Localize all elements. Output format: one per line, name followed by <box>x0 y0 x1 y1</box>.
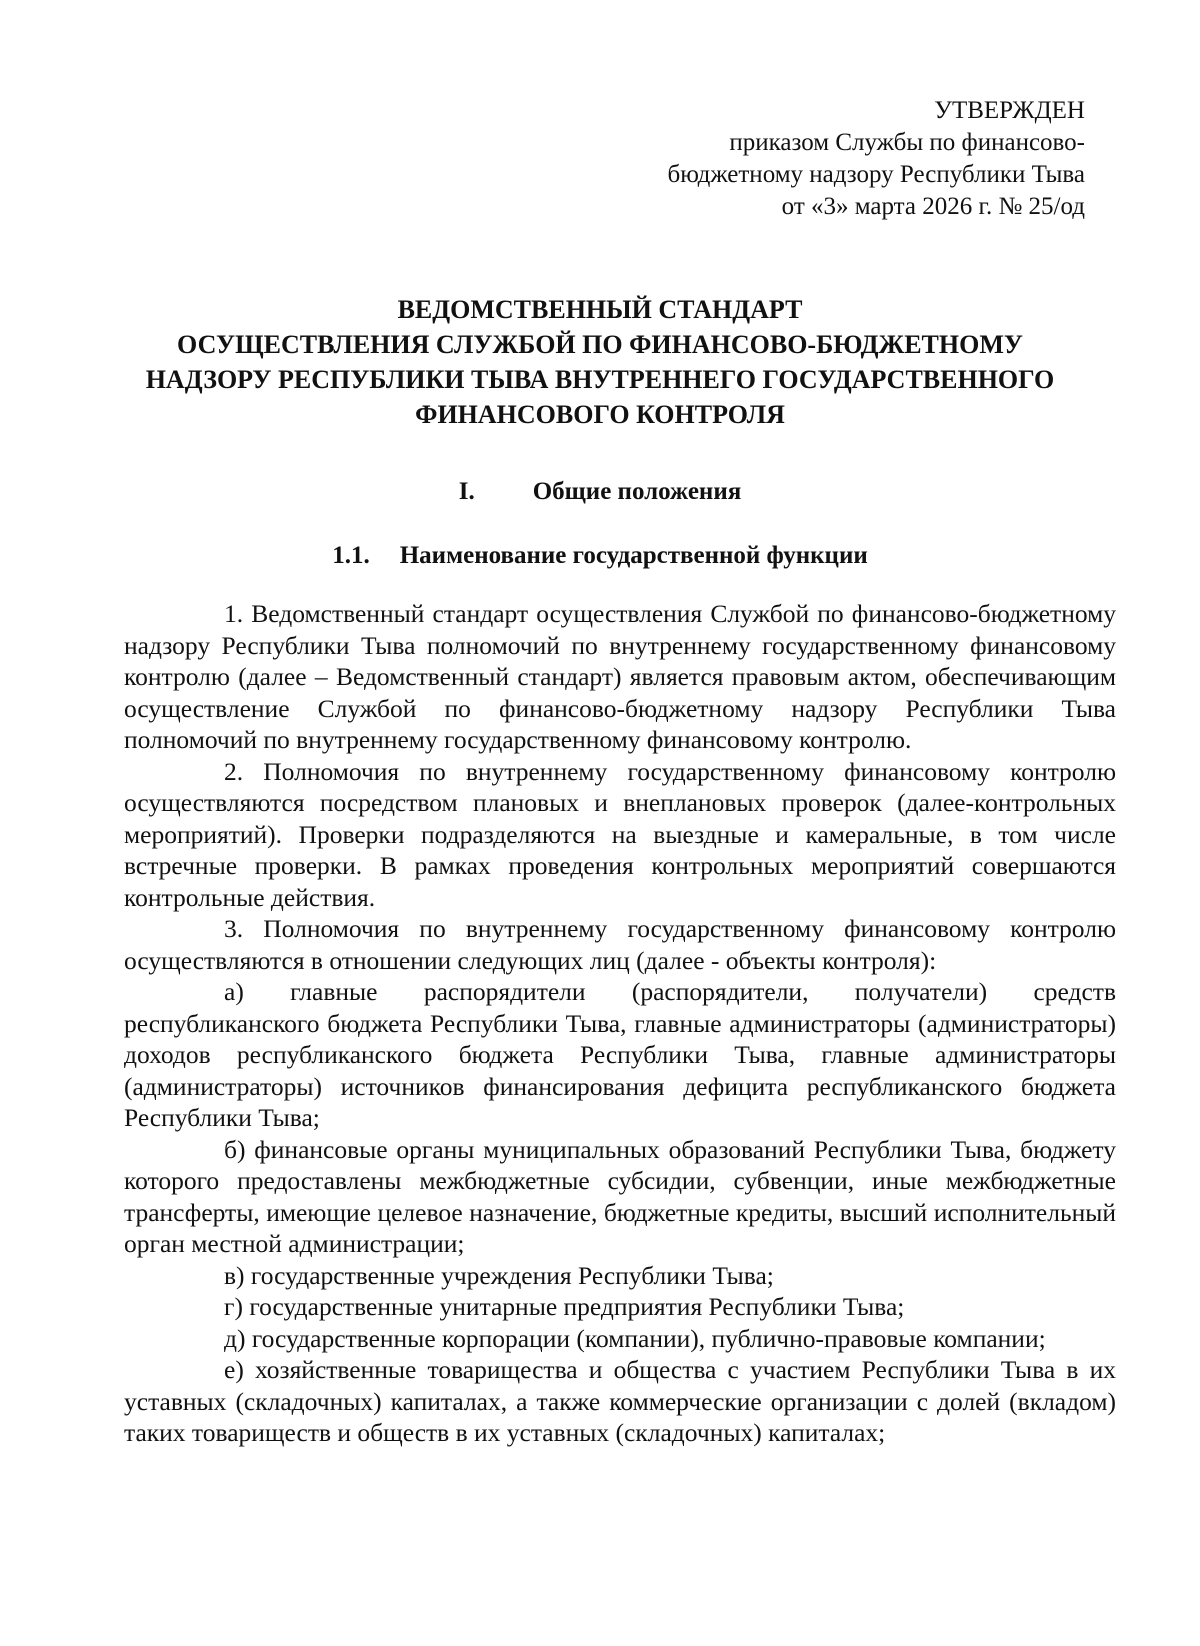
list-item: б) финансовые органы муниципальных образований Республики Тыва, бюджету которого предоставлены межбюджетные субсидии, субвенции, иные межбюджетные трансферты, имеющие целевое назначение, бюджетные кредиты, высший исполнительный орган местной администрации; <box>124 1134 1116 1258</box>
approval-title: УТВЕРЖДЕН <box>934 97 1085 124</box>
document-title <box>0 292 1200 432</box>
subsection-heading <box>0 540 1200 572</box>
section-title: Общие положения <box>532 478 742 505</box>
title-line: ВЕДОМСТВЕННЫЙ СТАНДАРТ <box>397 295 803 324</box>
paragraph: 2. Полномочия по внутреннему государственному финансовому контролю осуществляются посредством плановых и внеплановых проверок (далее-контрольных мероприятий). Проверки подразделяются на выездные и камеральные, в том числе встречные проверки. В рамках проведения контрольных мероприятий совершаются контрольные действия. <box>124 756 1116 912</box>
paragraph: 3. Полномочия по внутреннему государственному финансовому контролю осуществляются в отношении следующих лиц (далее - объекты контроля): <box>124 914 1116 975</box>
document-body <box>124 598 1116 1449</box>
list-item: е) хозяйственные товарищества и общества с участием Республики Тыва в их уставных (складочных) капиталах, а также коммерческие организации с долей (вкладом) таких товариществ и обществ в их уставных (складочных) капиталах; <box>124 1355 1116 1447</box>
approval-line: приказом Службы по финансово- <box>729 129 1085 156</box>
list-item: в) государственные учреждения Республики Тыва; <box>224 1260 774 1290</box>
title-line: НАДЗОРУ РЕСПУБЛИКИ ТЫВА ВНУТРЕННЕГО ГОСУДАРСТВЕННОГО <box>145 365 1055 394</box>
list-item: г) государственные унитарные предприятия Республики Тыва; <box>224 1292 905 1321</box>
title-line: ФИНАНСОВОГО КОНТРОЛЯ <box>415 400 785 429</box>
section-heading <box>0 476 1200 508</box>
approval-date: от «3» марта 2026 г. № 25/од <box>781 193 1085 220</box>
subsection-title: Наименование государственной функции <box>399 542 868 569</box>
section-number: I. <box>458 478 475 505</box>
paragraph: 1. Ведомственный стандарт осуществления Службой по финансово-бюджетному надзору Республики Тыва полномочий по внутреннему государственному финансовому контролю (далее – Ведомственный стандарт) является правовым актом, обеспечивающим осуществление Службой по финансово-бюджетному надзору Республики Тыва полномочий по внутреннему государственному финансовому контролю. <box>124 599 1116 754</box>
list-item: а) главные распорядители (распорядители, получатели) средств республиканского бюджета Республики Тыва, главные администраторы (администраторы) доходов республиканского бюджета Республики Тыва, главные администраторы (администраторы) источников финансирования дефицита республиканского бюджета Республики Тыва; <box>124 977 1116 1132</box>
list-item: д) государственные корпорации (компании), публично-правовые компании; <box>224 1323 1046 1353</box>
approval-stamp <box>668 95 1086 223</box>
approval-line: бюджетному надзору Республики Тыва <box>667 161 1085 188</box>
subsection-number: 1.1. <box>332 542 370 569</box>
title-line: ОСУЩЕСТВЛЕНИЯ СЛУЖБОЙ ПО ФИНАНСОВО-БЮДЖЕТНОМУ <box>177 330 1023 359</box>
